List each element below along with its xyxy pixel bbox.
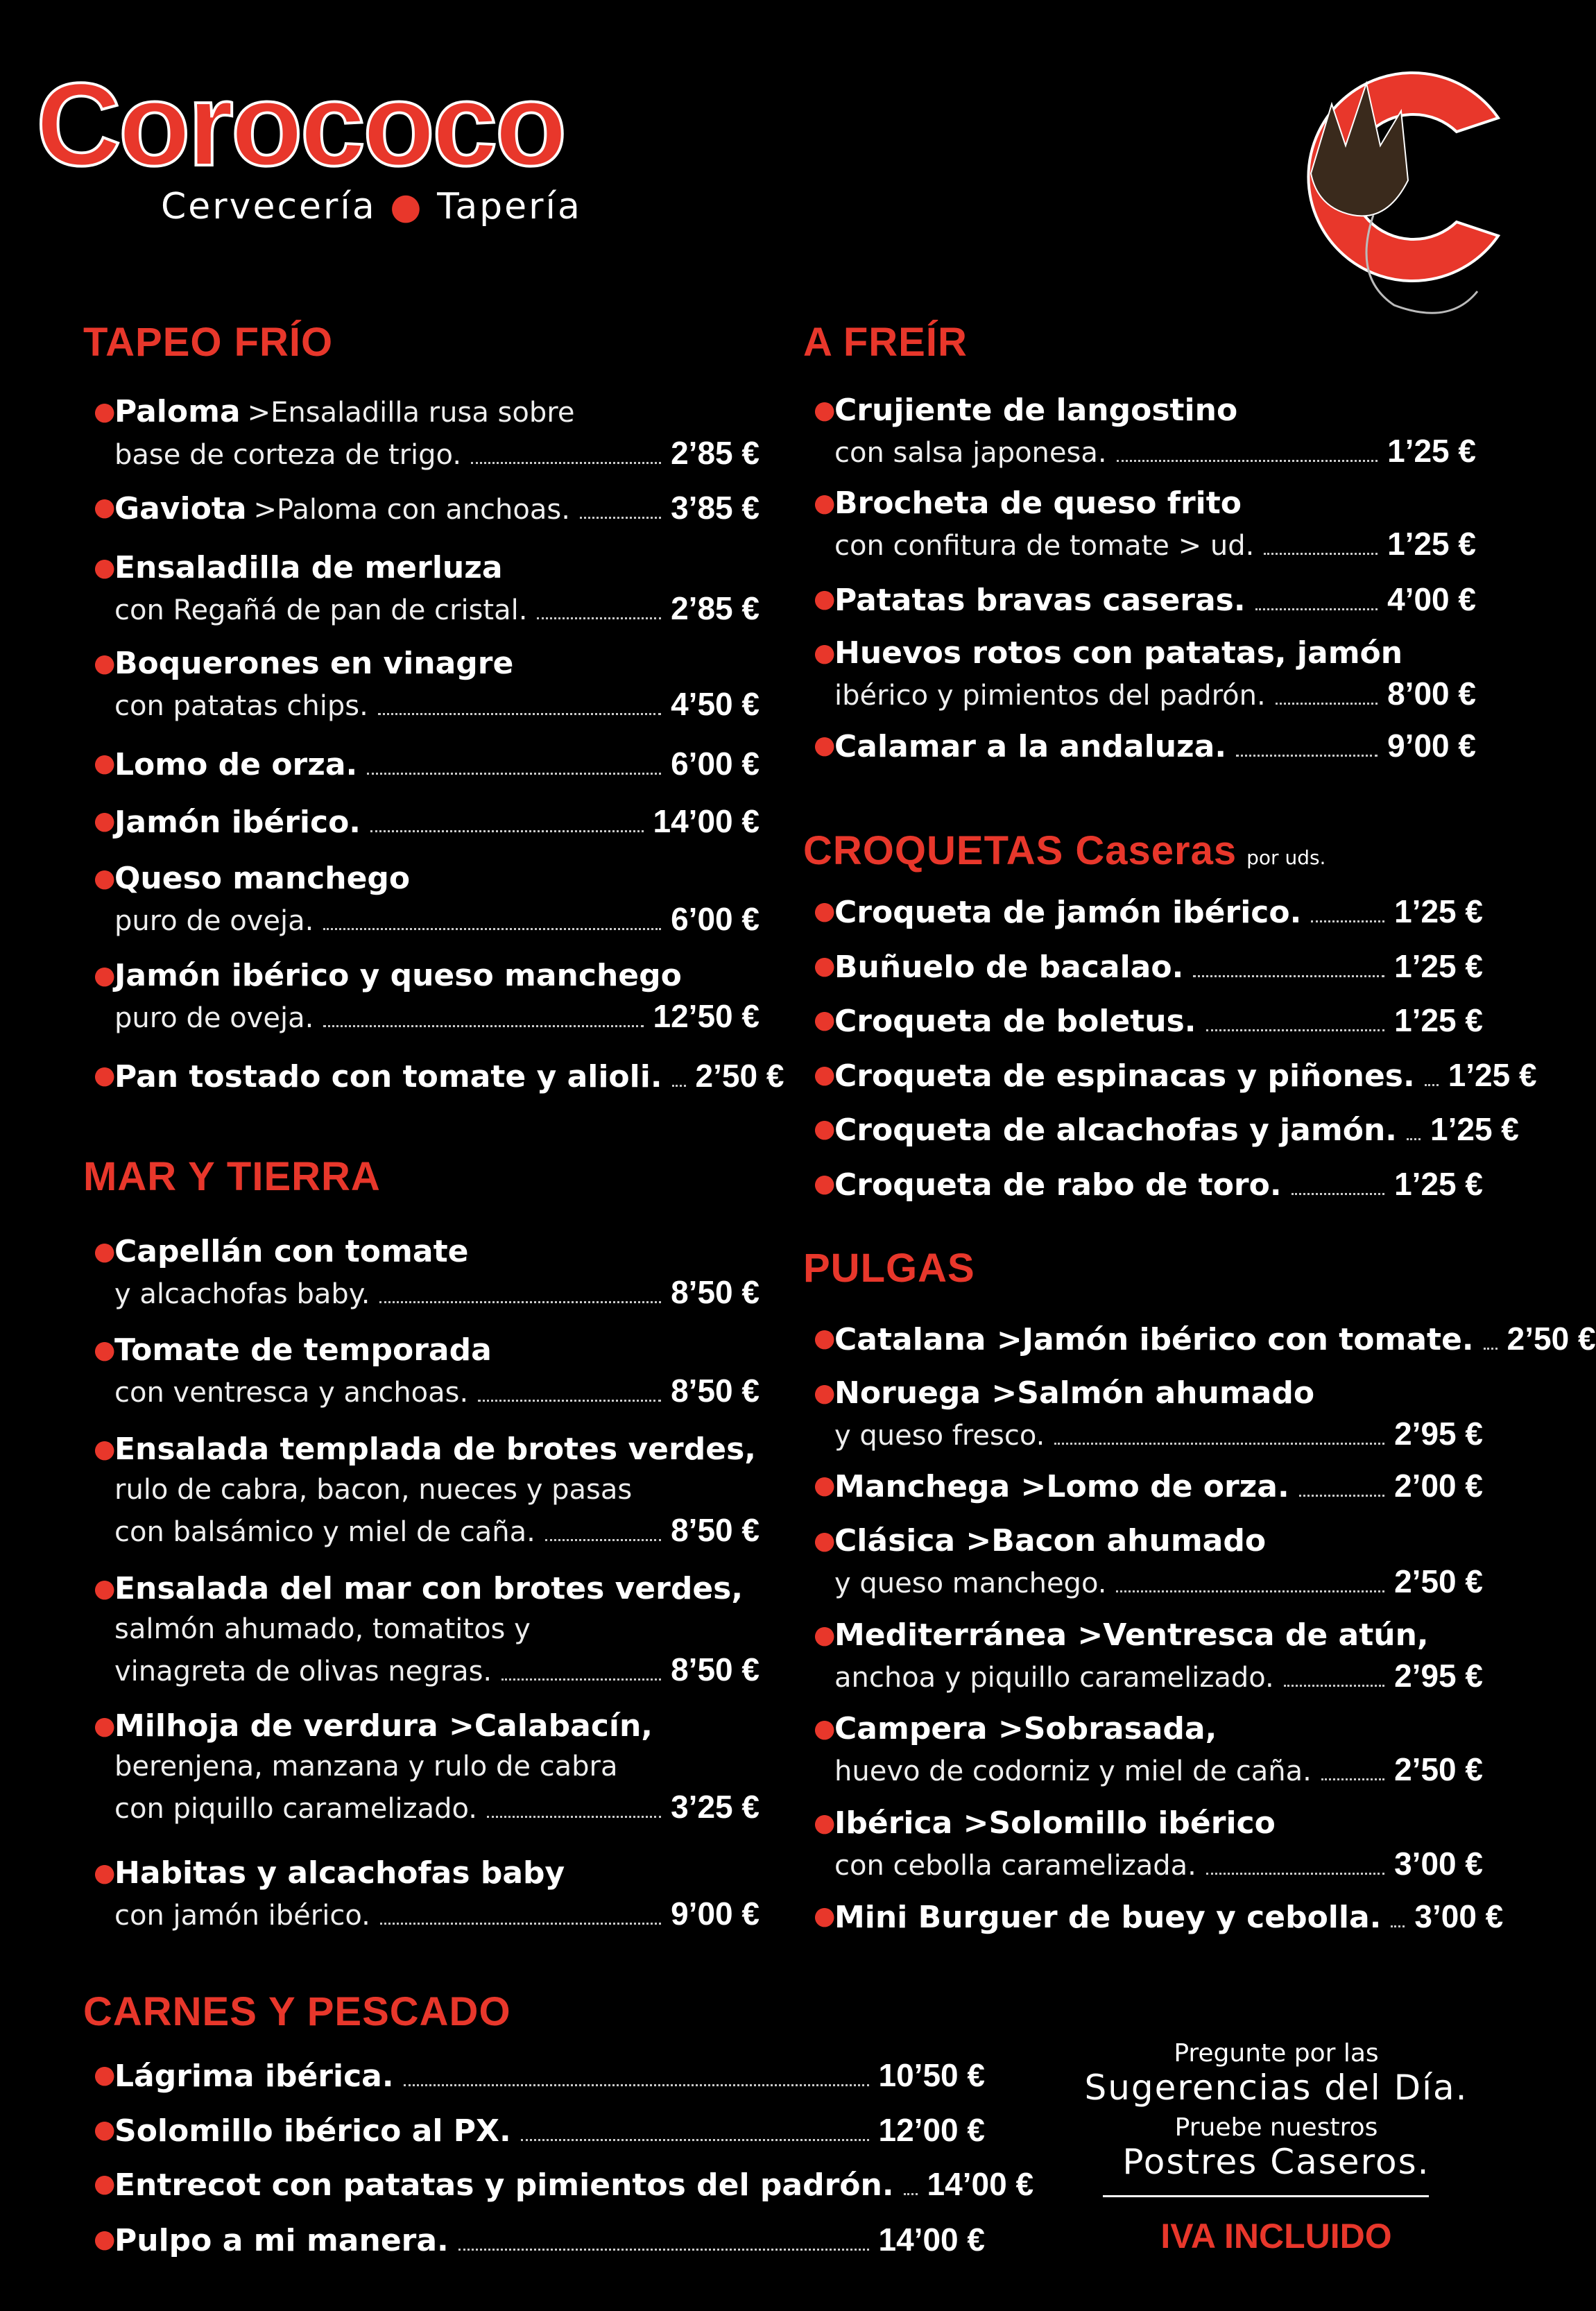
- item-price: 8’50 €: [671, 1274, 760, 1310]
- menu-item: [94, 801, 760, 843]
- menu-item: [94, 1853, 760, 1936]
- bullet-icon: ●: [94, 1712, 116, 1740]
- suggestions-line-1: Pregunte por las: [1174, 2039, 1379, 2068]
- dot-leader: [1054, 1443, 1384, 1445]
- dot-leader: [1292, 1193, 1385, 1195]
- dot-leader: [458, 2249, 869, 2251]
- bullet-icon: ●: [814, 1527, 836, 1555]
- item-price: 12’50 €: [653, 998, 760, 1034]
- item-price: 8’50 €: [671, 1373, 760, 1409]
- bullet-icon: ●: [814, 1169, 836, 1198]
- menu-item: [814, 946, 1483, 988]
- item-price: 1’25 €: [1394, 1166, 1483, 1202]
- item-name: Lágrima ibérica.: [114, 2059, 394, 2094]
- item-name: Queso manchego: [114, 861, 411, 896]
- brand-logo: Corococo: [36, 59, 565, 191]
- item-description: >Paloma con anchoas.: [253, 494, 570, 526]
- item-price: 1’25 €: [1448, 1057, 1537, 1093]
- item-description: >Ensaladilla rusa sobre: [247, 397, 575, 429]
- dot-leader: [1264, 553, 1378, 555]
- bullet-icon: ●: [814, 585, 836, 613]
- item-name: Croqueta de jamón ibérico.: [834, 895, 1302, 930]
- item-name: Calamar a la andaluza.: [834, 729, 1227, 764]
- item-price: 2’50 €: [1394, 1563, 1483, 1599]
- item-name: Habitas y alcachofas baby: [114, 1855, 565, 1891]
- item-description: salmón ahumado, tomatitos y: [114, 1613, 531, 1645]
- item-name: Manchega >Lomo de orza.: [834, 1469, 1289, 1504]
- item-name: Ensaladilla de merluza: [114, 550, 503, 585]
- item-name: Mini Burguer de buey y cebolla.: [834, 1900, 1382, 1935]
- item-name: Solomillo ibérico al PX.: [114, 2113, 511, 2149]
- dot-leader: [1407, 1138, 1421, 1140]
- item-price: 9’00 €: [1387, 728, 1476, 764]
- item-name: Pulpo a mi manera.: [114, 2223, 449, 2258]
- item-price: 12’00 €: [878, 2112, 985, 2148]
- dot-leader: [367, 773, 661, 775]
- bullet-icon: ●: [94, 2115, 116, 2144]
- item-price: 14’00 €: [653, 803, 760, 839]
- item-price: 2’85 €: [671, 435, 760, 471]
- dot-leader: [370, 830, 644, 832]
- menu-item: [94, 2055, 985, 2097]
- section-title-text: A FREÍR: [803, 320, 968, 365]
- menu-item: [814, 579, 1476, 621]
- dot-leader: [501, 1678, 661, 1681]
- bullet-icon: ●: [814, 1902, 836, 1930]
- section-title-text: PULGAS: [803, 1246, 975, 1291]
- item-name: Gaviota: [114, 491, 247, 526]
- dot-leader: [478, 1400, 661, 1402]
- dot-leader: [404, 2084, 869, 2086]
- brand-dot: ●: [390, 186, 424, 227]
- item-name: Brocheta de queso frito: [834, 486, 1242, 521]
- bullet-icon: ●: [814, 1115, 836, 1143]
- iva-included: IVA INCLUIDO: [1160, 2217, 1392, 2256]
- item-description: con cebolla caramelizada.: [834, 1850, 1196, 1882]
- item-price: 4’50 €: [671, 686, 760, 722]
- item-price: 14’00 €: [878, 2222, 985, 2258]
- item-name: Croqueta de alcachofas y jamón.: [834, 1112, 1397, 1148]
- item-name: Crujiente de langostino: [834, 393, 1238, 428]
- dot-leader: [471, 462, 661, 464]
- dot-leader: [487, 1816, 661, 1818]
- bullet-icon: ●: [814, 1471, 836, 1500]
- item-name: Clásica >Bacon ahumado: [834, 1523, 1267, 1558]
- item-price: 3’85 €: [671, 490, 760, 526]
- section-title-carnes: [83, 1989, 511, 2034]
- item-price: 4’00 €: [1387, 581, 1476, 617]
- item-price: 2’85 €: [671, 590, 760, 626]
- item-name: Croqueta de rabo de toro.: [834, 1167, 1282, 1203]
- suggestions-line-3: Pruebe nuestros: [1174, 2113, 1378, 2142]
- bullet-icon: ●: [814, 489, 836, 517]
- bullet-icon: ●: [814, 1809, 836, 1837]
- item-description: berenjena, manzana y rulo de cabra: [114, 1751, 618, 1782]
- bullet-icon: ●: [94, 1574, 116, 1603]
- bullet-icon: ●: [94, 493, 116, 522]
- bullet-icon: ●: [94, 864, 116, 893]
- item-name: Lomo de orza.: [114, 747, 358, 782]
- item-description: rulo de cabra, bacon, nueces y pasas: [114, 1474, 633, 1506]
- dot-leader: [1425, 1084, 1439, 1086]
- dot-leader: [1484, 1348, 1498, 1350]
- menu-item: [94, 2164, 1034, 2206]
- menu-item: [814, 891, 1483, 933]
- menu-item: [94, 1056, 784, 1097]
- bullet-icon: ●: [94, 397, 116, 426]
- bullet-icon: ●: [94, 553, 116, 582]
- item-description: con ventresca y anchoas.: [114, 1377, 469, 1409]
- corner-c-logo-icon: [1269, 42, 1512, 340]
- item-description: y queso manchego.: [834, 1567, 1107, 1599]
- menu-item: [94, 488, 760, 530]
- item-price: 6’00 €: [671, 901, 760, 937]
- item-price: 2’95 €: [1394, 1658, 1483, 1694]
- item-price: 9’00 €: [671, 1896, 760, 1932]
- menu-item: [94, 2110, 985, 2151]
- suggestions-block: [1033, 2039, 1519, 2182]
- item-name: Ensalada del mar con brotes verdes,: [114, 1571, 744, 1606]
- menu-item: [94, 644, 760, 726]
- item-description: con patatas chips.: [114, 690, 368, 722]
- item-price: 8’50 €: [671, 1512, 760, 1548]
- bullet-icon: ●: [94, 749, 116, 778]
- bullet-icon: ●: [814, 952, 836, 980]
- menu-item: [814, 1164, 1483, 1205]
- suggestions-line-4: Postres Caseros.: [1122, 2142, 1430, 2182]
- dot-leader: [323, 928, 661, 930]
- bullet-icon: ●: [94, 1435, 116, 1463]
- bullet-icon: ●: [814, 396, 836, 424]
- dot-leader: [1236, 755, 1378, 757]
- brand-sub-cerveceria: Cervecería: [161, 186, 377, 227]
- item-description: con piquillo caramelizado.: [114, 1793, 477, 1825]
- menu-item: [94, 1569, 760, 1692]
- section-title-pulgas: [803, 1248, 975, 1289]
- dot-leader: [1299, 1495, 1384, 1497]
- item-description: con salsa japonesa.: [834, 437, 1107, 469]
- menu-item: [814, 1466, 1483, 1507]
- menu-item: [814, 1109, 1519, 1151]
- bullet-icon: ●: [94, 2170, 116, 2198]
- item-description: con Regañá de pan de cristal.: [114, 594, 528, 626]
- item-price: 8’00 €: [1387, 676, 1476, 712]
- item-description: y queso fresco.: [834, 1420, 1045, 1452]
- menu-item: [814, 1896, 1504, 1938]
- section-title-text: MAR Y TIERRA: [83, 1154, 381, 1199]
- item-name: Jamón ibérico.: [114, 805, 361, 840]
- item-name: Boquerones en vinagre: [114, 646, 514, 681]
- bullet-icon: ●: [94, 1859, 116, 1887]
- section-title-text: CROQUETAS Caseras: [803, 828, 1237, 873]
- item-name: Buñuelo de bacalao.: [834, 950, 1184, 985]
- item-name: Capellán con tomate: [114, 1234, 469, 1269]
- item-price: 1’25 €: [1387, 433, 1476, 469]
- bullet-icon: ●: [814, 1324, 836, 1352]
- item-price: 1’25 €: [1430, 1111, 1519, 1147]
- item-price: 2’95 €: [1394, 1416, 1483, 1452]
- menu-item: [94, 1429, 760, 1552]
- item-name: Croqueta de espinacas y piñones.: [834, 1058, 1415, 1094]
- item-price: 2’50 €: [1507, 1321, 1596, 1357]
- dot-leader: [1276, 703, 1378, 705]
- section-title-croquetas: [803, 828, 1326, 873]
- menu-item: [94, 1330, 760, 1413]
- dot-leader: [378, 713, 661, 715]
- menu-item: [814, 725, 1476, 767]
- menu-item: [814, 1055, 1537, 1097]
- bullet-icon: ●: [814, 731, 836, 759]
- bullet-icon: ●: [94, 649, 116, 678]
- item-description: con balsámico y miel de caña.: [114, 1516, 535, 1548]
- item-price: 1’25 €: [1394, 1002, 1483, 1038]
- item-name: Catalana >Jamón ibérico con tomate.: [834, 1322, 1474, 1357]
- menu-item: [814, 483, 1476, 566]
- bullet-icon: ●: [94, 2225, 116, 2253]
- bullet-icon: ●: [814, 1060, 836, 1089]
- menu-item: [94, 744, 760, 785]
- item-description: vinagreta de olivas negras.: [114, 1656, 492, 1687]
- item-price: 1’25 €: [1394, 893, 1483, 929]
- item-description: y alcachofas baby.: [114, 1278, 370, 1310]
- brand-sub-taperia: Tapería: [437, 186, 582, 227]
- menu-item: [94, 2219, 985, 2261]
- dot-leader: [545, 1539, 661, 1541]
- item-name: Croqueta de boletus.: [834, 1004, 1196, 1039]
- item-name: Jamón ibérico y queso manchego: [114, 958, 682, 993]
- item-description: puro de oveja.: [114, 905, 314, 937]
- item-price: 3’00 €: [1394, 1846, 1483, 1882]
- section-note: por uds.: [1246, 846, 1326, 869]
- item-name: Campera >Sobrasada,: [834, 1711, 1217, 1746]
- section-title-mar: [83, 1154, 381, 1199]
- menu-item: [814, 633, 1476, 716]
- item-name: Ibérica >Solomillo ibérico: [834, 1805, 1276, 1841]
- bullet-icon: ●: [94, 961, 116, 990]
- item-description: con confitura de tomate > ud.: [834, 530, 1255, 562]
- menu-item: [94, 1232, 760, 1314]
- item-name: Entrecot con patatas y pimientos del padrón.: [114, 2167, 894, 2203]
- bullet-icon: ●: [814, 897, 836, 925]
- item-price: 3’25 €: [671, 1789, 760, 1825]
- menu-item: [814, 1373, 1483, 1456]
- menu-item: [94, 956, 760, 1038]
- menu-item: [814, 1615, 1483, 1698]
- dot-leader: [1284, 1685, 1384, 1687]
- dot-leader: [1117, 460, 1378, 462]
- menu-item: [814, 1318, 1596, 1360]
- dot-leader: [323, 1025, 643, 1027]
- menu-item: [814, 1709, 1483, 1792]
- bullet-icon: ●: [94, 2061, 116, 2089]
- bullet-icon: ●: [94, 1061, 116, 1090]
- item-price: 2’50 €: [695, 1058, 784, 1094]
- item-price: 2’50 €: [1394, 1751, 1483, 1787]
- section-title-freir: [803, 320, 968, 365]
- dot-leader: [521, 2139, 869, 2141]
- dot-leader: [904, 2193, 918, 2195]
- menu-item: [94, 548, 760, 630]
- bullet-icon: ●: [94, 807, 116, 835]
- section-title-text: CARNES Y PESCADO: [83, 1989, 511, 2034]
- suggestions-line-2: Sugerencias del Día.: [1084, 2068, 1468, 2108]
- item-price: 14’00 €: [927, 2166, 1034, 2202]
- bullet-icon: ●: [814, 1621, 836, 1649]
- item-name: Pan tostado con tomate y alioli.: [114, 1059, 662, 1094]
- item-description: huevo de codorniz y miel de caña.: [834, 1755, 1312, 1787]
- dot-leader: [380, 1923, 661, 1925]
- dot-leader: [537, 617, 661, 619]
- dot-leader: [1206, 1029, 1385, 1031]
- dot-leader: [1255, 608, 1378, 610]
- item-description: puro de oveja.: [114, 1002, 314, 1034]
- dot-leader: [1206, 1873, 1384, 1875]
- item-description: ibérico y pimientos del padrón.: [834, 680, 1266, 712]
- bullet-icon: ●: [94, 1336, 116, 1364]
- section-title-text: TAPEO FRÍO: [83, 320, 334, 365]
- bullet-icon: ●: [814, 639, 836, 667]
- dot-leader: [1116, 1590, 1384, 1592]
- menu-item: [814, 390, 1476, 473]
- item-name: Milhoja de verdura >Calabacín,: [114, 1708, 653, 1744]
- bullet-icon: ●: [94, 1237, 116, 1266]
- bullet-icon: ●: [814, 1715, 836, 1743]
- item-price: 1’25 €: [1394, 948, 1483, 984]
- menu-item: [94, 859, 760, 941]
- item-description: base de corteza de trigo.: [114, 439, 462, 471]
- menu-item: [814, 1000, 1483, 1042]
- item-name: Mediterránea >Ventresca de atún,: [834, 1617, 1429, 1653]
- section-title-tapeo: [83, 320, 334, 365]
- item-price: 1’25 €: [1387, 526, 1476, 562]
- dot-leader: [580, 517, 661, 519]
- menu-item: [814, 1521, 1483, 1604]
- item-name: Paloma: [114, 394, 241, 429]
- dot-leader: [379, 1301, 661, 1303]
- menu-item: [814, 1803, 1483, 1886]
- item-price: 2’00 €: [1394, 1468, 1483, 1504]
- bullet-icon: ●: [814, 1006, 836, 1034]
- item-description: anchoa y piquillo caramelizado.: [834, 1662, 1274, 1694]
- menu-item: [94, 1706, 760, 1829]
- dot-leader: [1321, 1778, 1384, 1780]
- brand-subtitle: [161, 186, 582, 227]
- item-name: Noruega >Salmón ahumado: [834, 1375, 1315, 1411]
- dot-leader: [672, 1085, 686, 1087]
- dot-leader: [1391, 1925, 1405, 1927]
- item-price: 10’50 €: [878, 2057, 985, 2093]
- item-name: Ensalada templada de brotes verdes,: [114, 1432, 756, 1467]
- item-name: Tomate de temporada: [114, 1332, 492, 1368]
- item-price: 8’50 €: [671, 1651, 760, 1687]
- bullet-icon: ●: [814, 1379, 836, 1407]
- menu-item: [94, 392, 760, 475]
- item-price: 6’00 €: [671, 746, 760, 782]
- item-price: 3’00 €: [1414, 1898, 1504, 1934]
- footer-divider: [1103, 2195, 1429, 2197]
- dot-leader: [1311, 920, 1384, 922]
- item-name: Huevos rotos con patatas, jamón: [834, 635, 1403, 671]
- item-description: con jamón ibérico.: [114, 1900, 370, 1932]
- dot-leader: [1193, 975, 1384, 977]
- item-name: Patatas bravas caseras.: [834, 583, 1246, 618]
